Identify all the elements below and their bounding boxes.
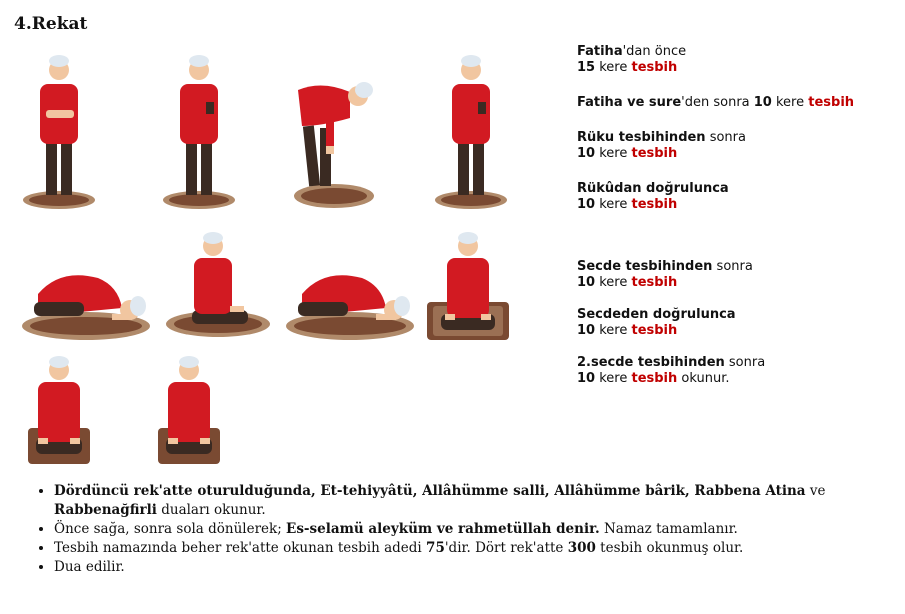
figure-secde-1 [20, 264, 155, 344]
figure-ruku [292, 76, 382, 211]
list-item: • Dua edilir. [54, 558, 905, 577]
figure-sitting-3 [26, 354, 92, 466]
figure-standing-1 [20, 52, 98, 212]
figure-secde-2 [284, 264, 419, 344]
list-item: • Tesbih namazında beher rek'atte okunan tesbih adedi 75'dir. Dört rek'atte 300 tesbih okunmuş olur. [54, 539, 905, 558]
closing-steps-list [34, 482, 905, 577]
instruction-fatiha-sure-after: Fatiha ve sure'den sonra 10 kere tesbih [577, 95, 855, 110]
instruction-secde-rise: Secdeden doğrulunca 10 kere tesbih [577, 307, 736, 338]
instruction-second-secde-after: 2.secde tesbihinden sonra 10 kere tesbih okunur. [577, 355, 766, 386]
page-title: 4.Rekat [14, 14, 88, 34]
instruction-ruku-after: Rüku tesbihinden sonra 10 kere tesbih [577, 130, 746, 161]
figure-standing-2 [160, 52, 238, 212]
instruction-fatiha-before: Fatiha'dan önce 15 kere tesbih [577, 44, 687, 75]
figure-sitting-1 [164, 230, 274, 340]
figure-sitting-4 [156, 354, 222, 466]
list-item: • Önce sağa, sonra sola dönülerek; Es-selamü aleyküm ve rahmetüllah denir. Namaz tamamlanır. [54, 520, 905, 539]
figure-sitting-2 [425, 230, 511, 342]
figure-standing-3 [432, 52, 510, 212]
instruction-ruku-rise: Rükûdan doğrulunca 10 kere tesbih [577, 181, 729, 212]
list-item: • Dördüncü rek'atte oturulduğunda, Et-tehiyyâtü, Allâhümme salli, Allâhümme bârik, Rabbena Atina ve Rabbenağfirli duaları okunur. [54, 482, 905, 520]
instruction-secde-after: Secde tesbihinden sonra 10 kere tesbih [577, 259, 753, 290]
